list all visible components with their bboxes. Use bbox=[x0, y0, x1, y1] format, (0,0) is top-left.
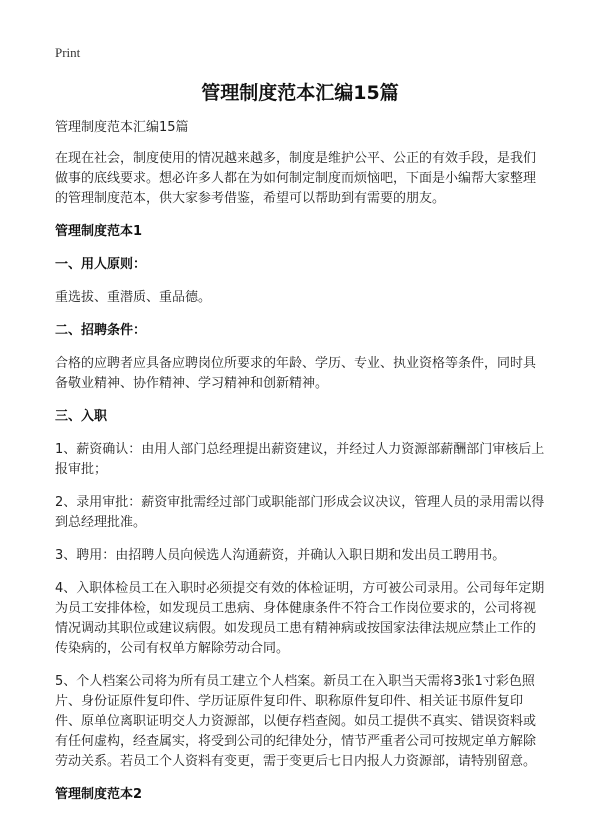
part-heading-onboarding: 三、入职 bbox=[55, 409, 108, 424]
onboarding-item-salary-confirmation: 1、薪资确认：由用人部门总经理提出薪资建议，并经过人力资源部薪酬部门审核后上报审批； bbox=[55, 442, 545, 477]
onboarding-item-hiring-approval: 2、录用审批：薪资审批需经过部门或职能部门形成会议决议，管理人员的录用需以得到总经理批准。 bbox=[55, 495, 545, 530]
page-title: 管理制度范本汇编15篇 bbox=[201, 82, 399, 104]
recruitment-conditions-text: 合格的应聘者应具备应聘岗位所要求的年龄、学历、专业、执业资格等条件，同时具备敬业精神、协作精神、学习精神和创新精神。 bbox=[55, 356, 537, 391]
onboarding-item-personal-file: 5、个人档案公司将为所有员工建立个人档案。新员工在入职当天需将3张1寸彩色照片、身份证原件复印件、学历证原件复印件、职称原件复印件、相关证书原件复印件、原单位离职证明交人力资源部，以便存档查阅。如员工提供不真实、错误资料或有任何虚构，经查属实，将受到公司的纪律处分，情节严重者公司可按规定单方解除劳动关系。若员工个人资料有变更，需于变更后七日内报人力资源部，请特别留意。 bbox=[55, 674, 537, 769]
part-heading-employment-principles: 一、用人原则： bbox=[55, 257, 147, 272]
onboarding-item-medical-exam: 4、入职体检员工在入职时必须提交有效的体检证明，方可被公司录用。公司每年定期为员工安排体检，如发现员工患病、身体健康条件不符合工作岗位要求的，公司将视情况调动其职位或建议病假。如发现员工患有精神病或按国家法律法规应禁止工作的传染病的，公司有权单方解除劳动合同。 bbox=[55, 581, 545, 656]
document-subtitle: 管理制度范本汇编15篇 bbox=[55, 120, 189, 135]
employment-principles-text: 重选拔、重潜质、重品德。 bbox=[55, 290, 212, 305]
document-content bbox=[55, 118, 548, 818]
print-link[interactable]: Print bbox=[55, 45, 81, 60]
onboarding-item-employment: 3、聘用：由招聘人员向候选人沟通薪资，并确认入职日期和发出员工聘用书。 bbox=[55, 548, 506, 563]
section-heading-2: 管理制度范本2 bbox=[55, 787, 143, 802]
intro-paragraph: 在现在社会，制度使用的情况越来越多，制度是维护公平、公正的有效手段，是我们做事的底线要求。想必许多人都在为如何制定制度而烦恼吧，下面是小编帮大家整理的管理制度范本，供大家参考借鉴，希望可以帮助到有需要的朋友。 bbox=[55, 151, 537, 206]
part-heading-recruitment-conditions: 二、招聘条件： bbox=[55, 323, 147, 338]
section-heading-1: 管理制度范本1 bbox=[55, 224, 143, 239]
